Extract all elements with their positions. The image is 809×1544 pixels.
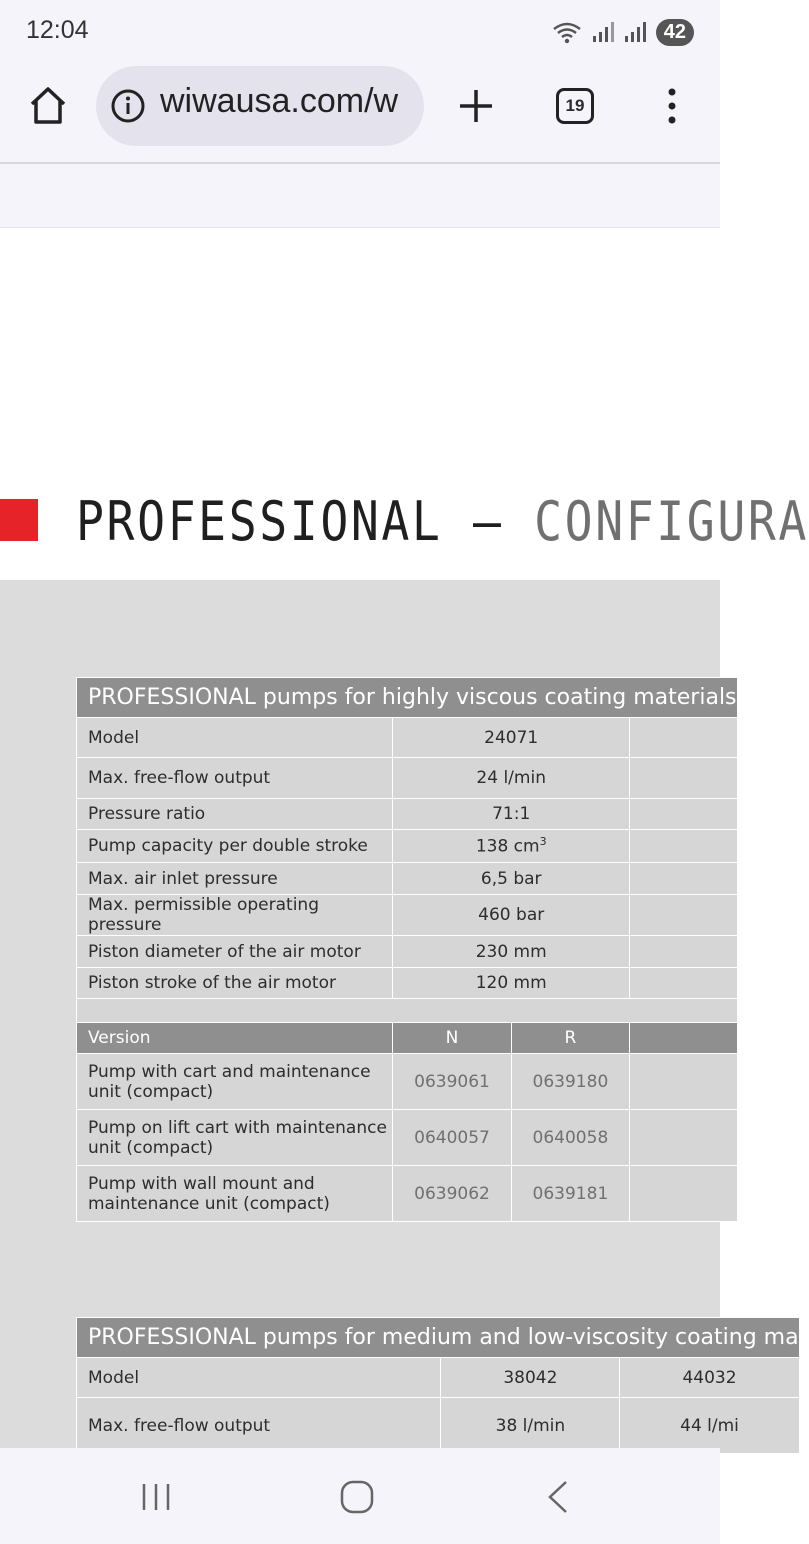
- table-title: PROFESSIONAL pumps for medium and low-viscosity coating ma: [77, 1318, 800, 1358]
- back-icon[interactable]: [546, 1480, 570, 1514]
- version-label: Pump on lift cart with maintenance unit (compact): [77, 1110, 393, 1166]
- part-number: 0640057: [393, 1110, 511, 1166]
- part-number: 0639061: [393, 1054, 511, 1110]
- row-value: 230 mm: [393, 936, 630, 968]
- row-value: 38 l/min: [441, 1398, 620, 1454]
- recent-apps-icon[interactable]: [140, 1482, 172, 1512]
- row-value: 44032: [620, 1358, 799, 1398]
- row-label: Max. free-flow output: [77, 1398, 441, 1454]
- row-label: Pressure ratio: [77, 799, 393, 830]
- spec-table-viscous: [76, 677, 738, 1222]
- nav-home-icon[interactable]: [340, 1480, 374, 1514]
- version-header: Version: [77, 1023, 393, 1054]
- row-value: 460 bar: [393, 895, 630, 936]
- status-bar: [0, 0, 720, 66]
- version-label: Pump with wall mount and maintenance unit (compact): [77, 1166, 393, 1222]
- title-sub: CONFIGURA: [534, 490, 809, 553]
- title-main: PROFESSIONAL: [76, 490, 443, 553]
- row-label: Piston stroke of the air motor: [77, 968, 393, 999]
- more-vert-icon[interactable]: [660, 86, 684, 126]
- part-number: 0639062: [393, 1166, 511, 1222]
- site-header-strip: [0, 164, 720, 228]
- page-title: [76, 490, 809, 553]
- heading-accent: [0, 499, 38, 541]
- row-label: Max. air inlet pressure: [77, 863, 393, 895]
- system-nav-bar: [0, 1448, 720, 1544]
- part-number: 0639180: [511, 1054, 629, 1110]
- version-col-n: N: [393, 1023, 511, 1054]
- row-value: 120 mm: [393, 968, 630, 999]
- part-number: 0639181: [511, 1166, 629, 1222]
- row-value: 38042: [441, 1358, 620, 1398]
- table-title: PROFESSIONAL pumps for highly viscous coating materials: [77, 678, 738, 718]
- info-icon[interactable]: [110, 88, 146, 124]
- status-icons: [552, 16, 694, 48]
- tabs-icon[interactable]: 19: [556, 88, 594, 124]
- row-value: 24 l/min: [393, 758, 630, 799]
- status-time: 12:04: [26, 16, 89, 44]
- browser-toolbar: [0, 66, 720, 162]
- wifi-icon: [552, 20, 582, 44]
- part-number: 0640058: [511, 1110, 629, 1166]
- title-separator: –: [473, 490, 504, 553]
- row-label: Pump capacity per double stroke: [77, 830, 393, 863]
- version-col-r: R: [511, 1023, 629, 1054]
- row-value: 71:1: [393, 799, 630, 830]
- version-label: Pump with cart and maintenance unit (compact): [77, 1054, 393, 1110]
- home-icon[interactable]: [26, 84, 70, 128]
- row-label: Model: [77, 1358, 441, 1398]
- spec-table-low-viscosity: [76, 1317, 800, 1454]
- row-label: Piston diameter of the air motor: [77, 936, 393, 968]
- row-value: 138 $cm^3$: [393, 830, 630, 863]
- signal-icon: [592, 21, 614, 43]
- row-value: 6,5 bar: [393, 863, 630, 895]
- row-label: Model: [77, 718, 393, 758]
- address-bar[interactable]: [96, 66, 424, 146]
- signal-roaming-icon: [624, 21, 646, 43]
- row-label: Max. permissible operating pressure: [77, 895, 393, 936]
- plus-icon[interactable]: [456, 86, 496, 126]
- row-value: 44 l/mi: [620, 1398, 799, 1454]
- battery-indicator: 42: [656, 19, 694, 46]
- row-label: Max. free-flow output: [77, 758, 393, 799]
- row-value: 24071: [393, 718, 630, 758]
- table-spacer: [77, 999, 738, 1023]
- url-text[interactable]: wiwausa.com/w: [160, 82, 399, 120]
